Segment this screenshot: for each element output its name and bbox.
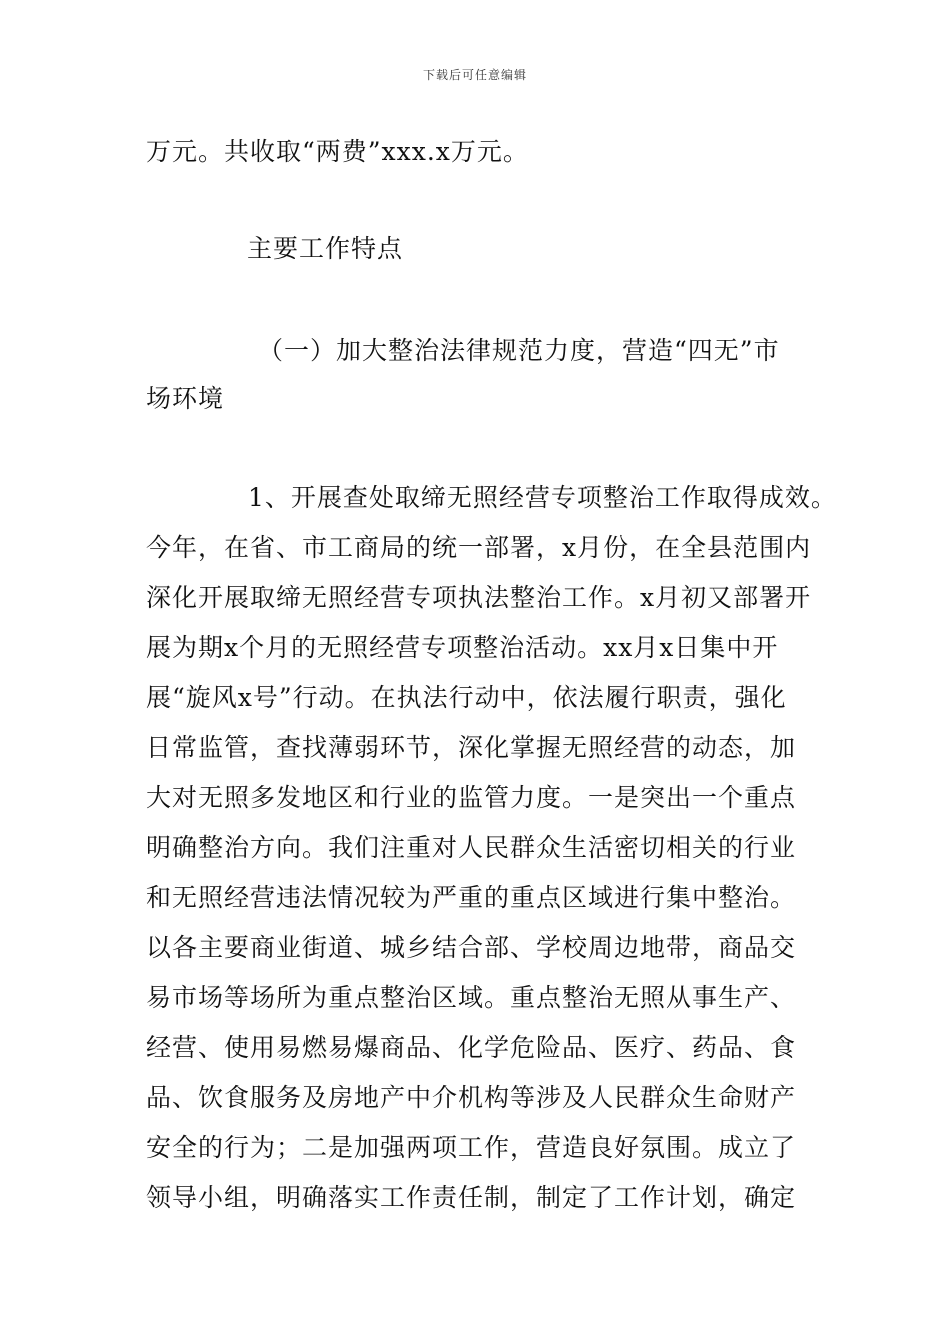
paragraph-line: 品、饮食服务及房地产中介机构等涉及人民群众生命财产 xyxy=(146,1083,797,1112)
subsection-heading-line-2: 场环境 xyxy=(146,384,225,413)
paragraph-line: 大对无照多发地区和行业的监管力度。一是突出一个重点 xyxy=(146,783,797,812)
paragraph-line: 易市场等场所为重点整治区域。重点整治无照从事生产、 xyxy=(146,983,797,1012)
paragraph-line: 和无照经营违法情况较为严重的重点区域进行集中整治。 xyxy=(146,883,797,912)
paragraph-line: 今年，在省、市工商局的统一部署，x月份，在全县范围内 xyxy=(146,533,812,562)
paragraph-line: 安全的行为；二是加强两项工作，营造良好氛围。成立了 xyxy=(146,1133,797,1162)
paragraph-line: 经营、使用易燃易爆商品、化学危险品、医疗、药品、食 xyxy=(146,1033,797,1062)
text-line-continuation: 万元。共收取“两费”xxx.x万元。 xyxy=(146,137,529,166)
paragraph-line: 展为期x个月的无照经营专项整治活动。xx月x日集中开 xyxy=(146,633,779,662)
page-header-note: 下载后可任意编辑 xyxy=(422,68,527,82)
paragraph-line: 日常监管，查找薄弱环节，深化掌握无照经营的动态，加 xyxy=(146,733,797,762)
paragraph-line: 展“旋风x号”行动。在执法行动中，依法履行职责，强化 xyxy=(146,683,787,712)
paragraph-line: 领导小组，明确落实工作责任制，制定了工作计划，确定 xyxy=(146,1183,797,1212)
paragraph-line: 深化开展取缔无照经营专项执法整治工作。x月初又部署开 xyxy=(146,583,812,612)
paragraph-line: 明确整治方向。我们注重对人民群众生活密切相关的行业 xyxy=(146,833,797,862)
subsection-heading-line-1: （一）加大整治法律规范力度，营造“四无”市 xyxy=(258,336,780,365)
paragraph-line: 1、开展查处取缔无照经营专项整治工作取得成效。 xyxy=(248,483,837,512)
paragraph-line: 以各主要商业街道、城乡结合部、学校周边地带，商品交 xyxy=(146,933,797,962)
section-title: 主要工作特点 xyxy=(247,234,404,263)
